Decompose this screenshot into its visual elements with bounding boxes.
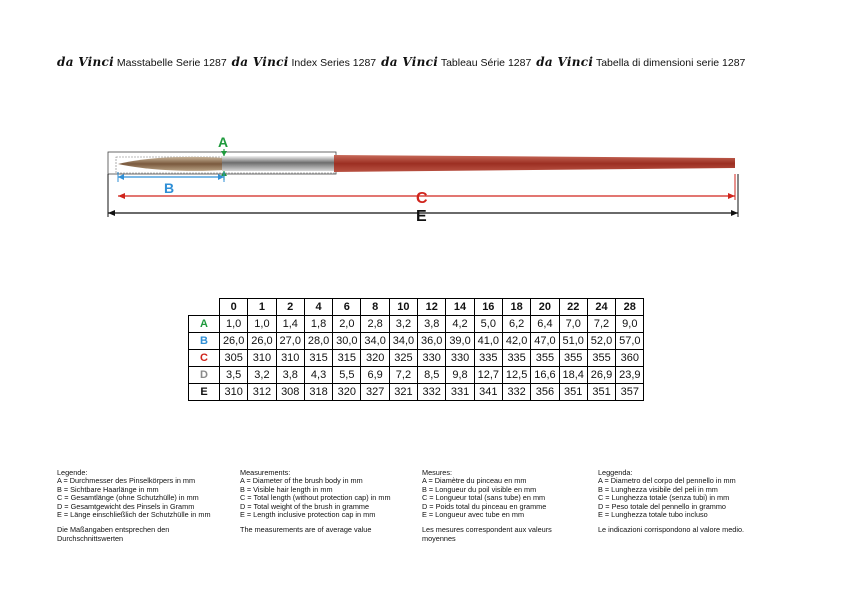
table-cell: 335 — [502, 350, 530, 367]
table-cell: 351 — [587, 384, 615, 401]
table-header-row — [189, 299, 644, 316]
legend-french — [422, 469, 602, 543]
legend-line: A = Diamètre du pinceau en mm — [422, 476, 527, 486]
legend-line: E = Länge einschließlich der Schutzhülle in mm — [57, 510, 211, 520]
table-cell: 357 — [616, 384, 644, 401]
table-cell: 3,8 — [418, 316, 446, 333]
label-a: A — [218, 134, 229, 150]
label-b: B — [164, 180, 175, 196]
table-cell: 7,2 — [389, 367, 417, 384]
brush-diagram — [0, 0, 842, 240]
legend-english — [240, 469, 420, 535]
title-en: Index Series 1287 — [291, 57, 377, 69]
table-cell: 8,5 — [418, 367, 446, 384]
legend-note: Die Maßangaben entsprechen den Durchschnittswerten — [57, 525, 170, 543]
table-cell: 34,0 — [389, 333, 417, 350]
legend-line: B = Visible hair length in mm — [240, 484, 333, 494]
table-cell: 3,5 — [220, 367, 248, 384]
table-cell: 335 — [474, 350, 502, 367]
table-cell: 355 — [559, 350, 587, 367]
legend-heading: Legende: — [57, 468, 88, 477]
table-cell: 2,8 — [361, 316, 389, 333]
table-cell: 312 — [248, 384, 276, 401]
table-cell: 310 — [276, 350, 304, 367]
table-cell: 12,7 — [474, 367, 502, 384]
legend-line: E = Lunghezza totale tubo incluso — [598, 510, 708, 520]
table-cell: 308 — [276, 384, 304, 401]
label-c: C — [416, 190, 428, 207]
size-header: 0 — [220, 299, 248, 316]
size-header: 1 — [248, 299, 276, 316]
table-cell: 325 — [389, 350, 417, 367]
table-cell: 330 — [446, 350, 474, 367]
legend-heading: Mesures: — [422, 468, 453, 477]
brush-ferrule — [222, 156, 334, 171]
table-cell: 2,0 — [333, 316, 361, 333]
table-cell: 332 — [418, 384, 446, 401]
title-de: Masstabelle Serie 1287 — [116, 57, 227, 69]
legend-line: B = Sichtbare Haarlänge in mm — [57, 484, 159, 494]
size-header: 22 — [559, 299, 587, 316]
table-cell: 3,2 — [248, 367, 276, 384]
table-cell: 330 — [418, 350, 446, 367]
table-row — [189, 316, 644, 333]
table-cell: 6,4 — [531, 316, 559, 333]
size-header: 12 — [418, 299, 446, 316]
row-label: E — [189, 384, 220, 401]
table-cell: 9,0 — [616, 316, 644, 333]
table-cell: 41,0 — [474, 333, 502, 350]
table-cell: 355 — [531, 350, 559, 367]
table-cell: 16,6 — [531, 367, 559, 384]
table-row — [189, 367, 644, 384]
table-cell: 331 — [446, 384, 474, 401]
table-cell: 39,0 — [446, 333, 474, 350]
table-cell: 30,0 — [333, 333, 361, 350]
legend-line: D = Peso totale del pennello in grammo — [598, 501, 726, 511]
table-corner — [189, 299, 220, 316]
size-table — [188, 298, 644, 401]
table-cell: 327 — [361, 384, 389, 401]
table-cell: 42,0 — [502, 333, 530, 350]
title-fr: Tableau Série 1287 — [440, 57, 532, 69]
size-header: 14 — [446, 299, 474, 316]
table-cell: 355 — [587, 350, 615, 367]
legend-line: B = Lunghezza visibile del peli in mm — [598, 484, 718, 494]
legend-note: Les mesures correspondent aux valeurs moyennes — [422, 525, 552, 543]
table-cell: 3,8 — [276, 367, 304, 384]
table-cell: 310 — [220, 384, 248, 401]
row-label: B — [189, 333, 220, 350]
legend-note: The measurements are of average value — [240, 525, 372, 535]
legend-line: C = Longueur total (sans tube) en mm — [422, 493, 546, 503]
brush-handle — [334, 155, 735, 172]
legend-heading: Measurements: — [240, 468, 291, 477]
table-cell: 9,8 — [446, 367, 474, 384]
table-cell: 47,0 — [531, 333, 559, 350]
brand-logo: da Vinci — [381, 55, 439, 69]
table-cell: 23,9 — [616, 367, 644, 384]
legend-line: A = Diametro del corpo del pennello in mm — [598, 476, 736, 486]
legend-line: D = Gesamtgewicht des Pinsels in Gramm — [57, 501, 195, 511]
row-label: A — [189, 316, 220, 333]
legend-line: C = Lunghezza totale (senza tubi) in mm — [598, 493, 730, 503]
table-cell: 18,4 — [559, 367, 587, 384]
table-cell: 4,3 — [304, 367, 332, 384]
table-row — [189, 333, 644, 350]
legend-line: C = Gesamtlänge (ohne Schutzhülle) in mm — [57, 493, 199, 503]
table-cell: 26,0 — [220, 333, 248, 350]
table-cell: 36,0 — [418, 333, 446, 350]
table-cell: 28,0 — [304, 333, 332, 350]
size-header: 4 — [304, 299, 332, 316]
legend-heading: Leggenda: — [598, 468, 633, 477]
table-cell: 1,4 — [276, 316, 304, 333]
brand-logo: da Vinci — [231, 55, 289, 69]
table-cell: 7,2 — [587, 316, 615, 333]
brush-hair — [118, 157, 224, 171]
table-row — [189, 384, 644, 401]
table-cell: 1,0 — [220, 316, 248, 333]
legend-italian — [598, 469, 778, 535]
table-cell: 4,2 — [446, 316, 474, 333]
legend-line: B = Longueur du poil visible en mm — [422, 484, 537, 494]
size-header: 20 — [531, 299, 559, 316]
legend-note: Le indicazioni corrispondono al valore medio. — [598, 525, 745, 535]
table-cell: 341 — [474, 384, 502, 401]
table-cell: 57,0 — [616, 333, 644, 350]
table-cell: 26,9 — [587, 367, 615, 384]
legend-line: D = Poids total du pinceau en gramme — [422, 501, 547, 511]
table-cell: 1,0 — [248, 316, 276, 333]
table-cell: 52,0 — [587, 333, 615, 350]
table-cell: 51,0 — [559, 333, 587, 350]
table-cell: 6,9 — [361, 367, 389, 384]
table-cell: 315 — [304, 350, 332, 367]
table-cell: 321 — [389, 384, 417, 401]
size-header: 18 — [502, 299, 530, 316]
table-cell: 3,2 — [389, 316, 417, 333]
size-header: 2 — [276, 299, 304, 316]
size-header: 28 — [616, 299, 644, 316]
table-cell: 12,5 — [502, 367, 530, 384]
table-cell: 351 — [559, 384, 587, 401]
legend-line: E = Longueur avec tube en mm — [422, 510, 525, 520]
size-header: 6 — [333, 299, 361, 316]
title-it: Tabella di dimensioni serie 1287 — [595, 57, 746, 69]
row-label: D — [189, 367, 220, 384]
table-cell: 7,0 — [559, 316, 587, 333]
table-cell: 5,0 — [474, 316, 502, 333]
size-header: 10 — [389, 299, 417, 316]
table-cell: 332 — [502, 384, 530, 401]
brand-logo: da Vinci — [536, 55, 594, 69]
table-cell: 26,0 — [248, 333, 276, 350]
row-label: C — [189, 350, 220, 367]
label-e: E — [416, 208, 427, 225]
legend-line: E = Length inclusive protection cap in mm — [240, 510, 376, 520]
size-header: 16 — [474, 299, 502, 316]
table-cell: 318 — [304, 384, 332, 401]
table-cell: 320 — [361, 350, 389, 367]
legend-line: A = Durchmesser des Pinselkörpers in mm — [57, 476, 196, 486]
table-cell: 315 — [333, 350, 361, 367]
table-cell: 360 — [616, 350, 644, 367]
table-cell: 5,5 — [333, 367, 361, 384]
table-cell: 356 — [531, 384, 559, 401]
table-cell: 305 — [220, 350, 248, 367]
size-header: 24 — [587, 299, 615, 316]
legend-line: D = Total weight of the brush in gramme — [240, 501, 370, 511]
table-row — [189, 350, 644, 367]
table-cell: 6,2 — [502, 316, 530, 333]
table-cell: 27,0 — [276, 333, 304, 350]
size-header: 8 — [361, 299, 389, 316]
legend-line: C = Total length (without protection cap) in mm — [240, 493, 391, 503]
table-cell: 320 — [333, 384, 361, 401]
table-cell: 34,0 — [361, 333, 389, 350]
table-cell: 310 — [248, 350, 276, 367]
table-cell: 1,8 — [304, 316, 332, 333]
brand-logo: da Vinci — [57, 55, 114, 69]
legend-line: A = Diameter of the brush body in mm — [240, 476, 363, 486]
legend-german — [57, 469, 237, 543]
